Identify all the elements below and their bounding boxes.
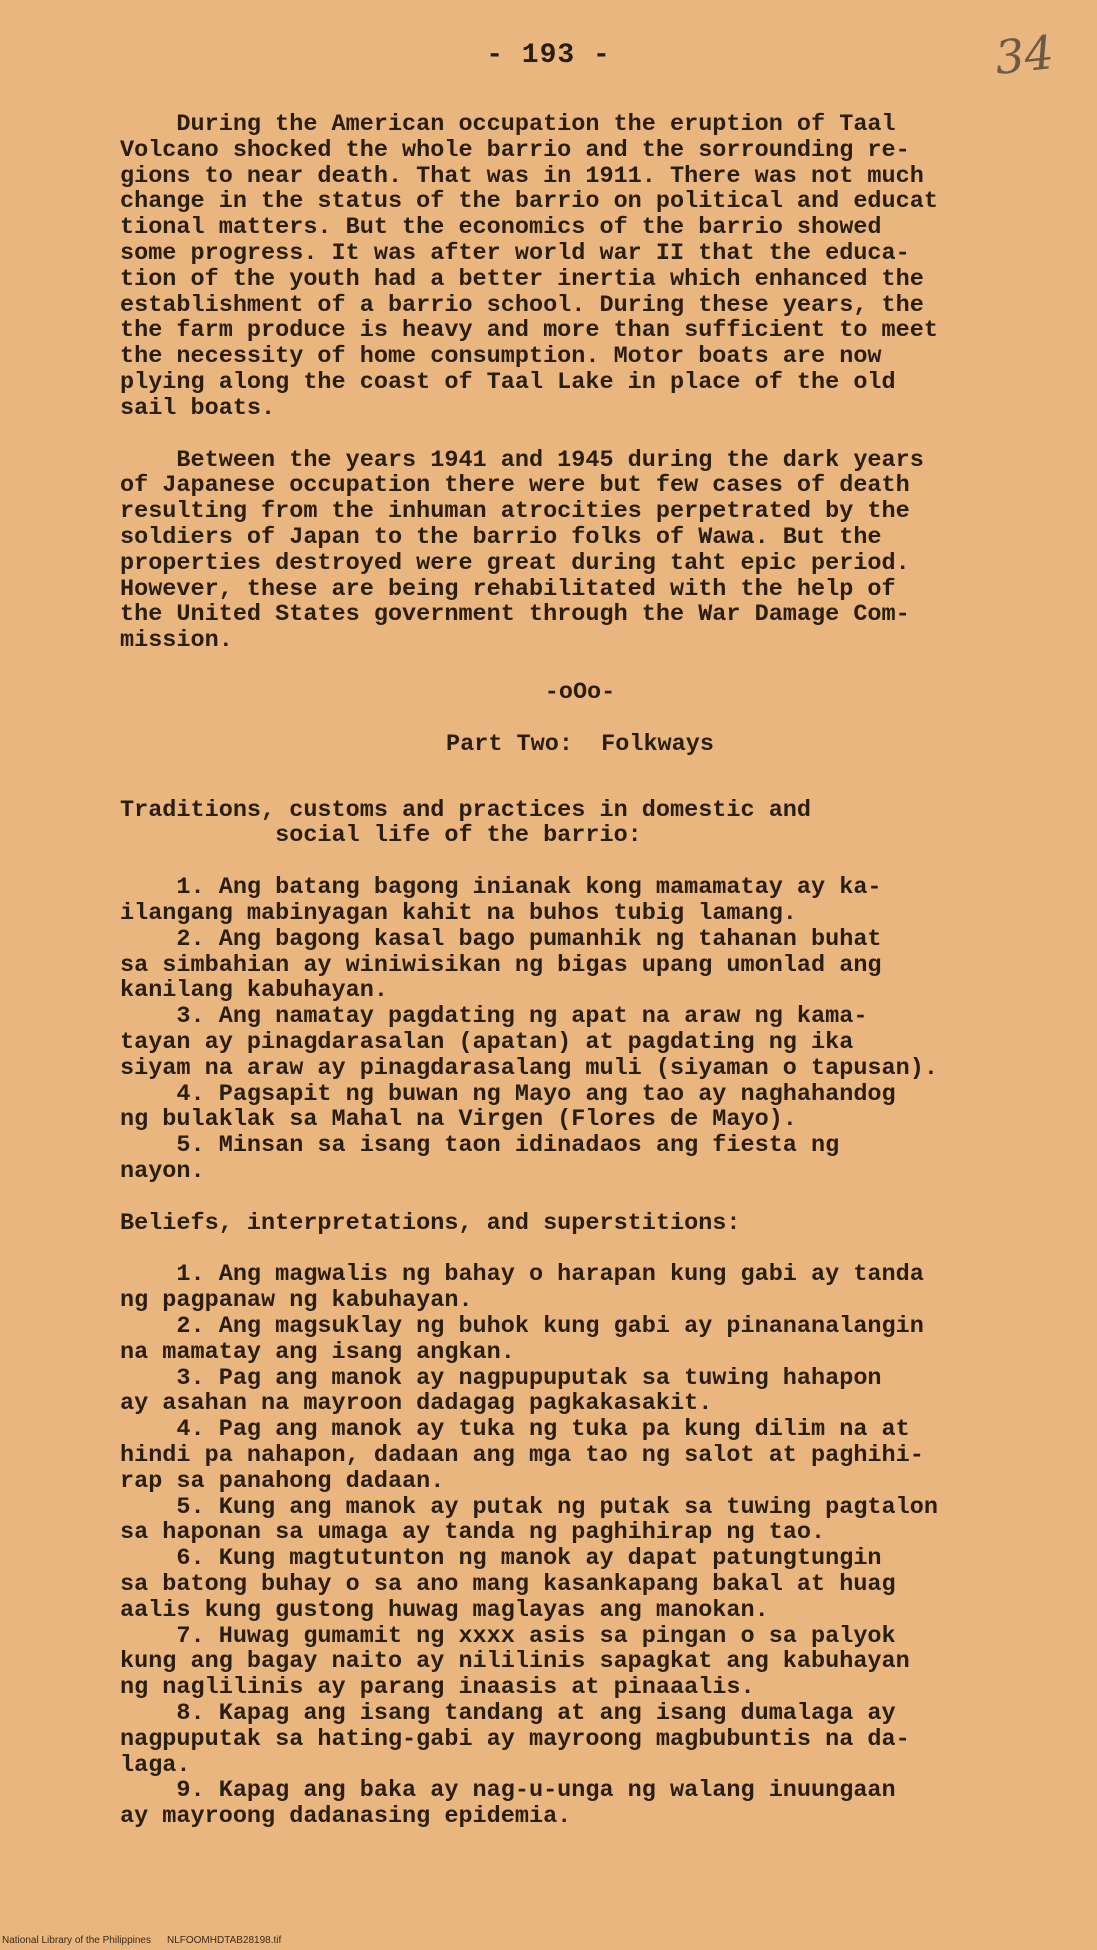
text-line: resulting from the inhuman atrocities perpetrated by the: [120, 498, 910, 526]
page-number: - 193 -: [486, 40, 611, 71]
paragraph-japanese-occupation: [120, 448, 1040, 654]
text-line: establishment of a barrio school. During these years, the: [120, 291, 924, 319]
list-item-line: 4. Pag ang manok ay tuka ng tuka pa kung dilim na at: [120, 1416, 910, 1444]
beliefs-heading: Beliefs, interpretations, and superstitions:: [120, 1209, 741, 1237]
list-item-line: hindi pa nahapon, dadaan ang mga tao ng salot at paghihi-: [120, 1442, 924, 1470]
list-item-line: 4. Pagsapit ng buwan ng Mayo ang tao ay naghahandog: [120, 1080, 896, 1108]
list-item-line: ay mayroong dadanasing epidemia.: [120, 1803, 572, 1831]
list-item-line: 2. Ang bagong kasal bago pumanhik ng tahanan buhat: [120, 925, 882, 953]
text-line: the farm produce is heavy and more than sufficient to meet: [120, 317, 938, 345]
text-line: sail boats.: [120, 394, 276, 422]
heading-line: Traditions, customs and practices in domestic and: [120, 796, 812, 824]
list-item-line: rap sa panahong dadaan.: [120, 1467, 445, 1495]
heading-line: social life of the barrio:: [120, 822, 642, 850]
text-line: Volcano shocked the whole barrio and the sorrounding re-: [120, 136, 910, 164]
text-line: gions to near death. That was in 1911. There was not much: [120, 162, 924, 190]
text-line: the United States government through the War Damage Com-: [120, 601, 910, 629]
document-body: [120, 112, 1040, 1830]
text-line: mission.: [120, 627, 233, 655]
list-item-line: aalis kung gustong huwag maglayas ang manokan.: [120, 1596, 769, 1624]
list-item-line: laga.: [120, 1751, 191, 1779]
list-item-line: ng naglilinis ay parang inaasis at pinaaalis.: [120, 1674, 755, 1702]
list-item-line: sa simbahian ay winiwisikan ng bigas upang umonlad ang: [120, 951, 882, 979]
list-item-line: 5. Kung ang manok ay putak ng putak sa tuwing pagtalon: [120, 1493, 938, 1521]
paragraph-american-occupation: [120, 112, 1040, 422]
list-item-line: sa batong buhay o sa ano mang kasankapang bakal at huag: [120, 1571, 896, 1599]
text-line: change in the status of the barrio on political and educat: [120, 188, 938, 216]
text-line: of Japanese occupation there were but few cases of death: [120, 472, 910, 500]
section-separator: -oOo-: [544, 678, 616, 706]
text-line: tion of the youth had a better inertia which enhanced the: [120, 265, 924, 293]
list-item-line: na mamatay ang isang angkan.: [120, 1338, 515, 1366]
list-item-line: 1. Ang batang bagong inianak kong mamamatay ay ka-: [120, 874, 882, 902]
text-line: During the American occupation the eruption of Taal: [120, 111, 896, 138]
archive-footer: [2, 1935, 297, 1946]
list-item-line: ay asahan na mayroon dadagag pagkakasakit.: [120, 1390, 713, 1418]
text-line: tional matters. But the economics of the barrio showed: [120, 214, 882, 242]
list-item-line: 5. Minsan sa isang taon idinadaos ang fiesta ng: [120, 1132, 840, 1160]
list-item-line: 1. Ang magwalis ng bahay o harapan kung gabi ay tanda: [120, 1261, 924, 1289]
list-item-line: kanilang kabuhayan.: [120, 977, 388, 1005]
handwritten-page-mark: 34: [992, 25, 1057, 85]
list-item-line: ng pagpanaw ng kabuhayan.: [120, 1287, 473, 1315]
text-line: properties destroyed were great during taht epic period.: [120, 549, 910, 577]
text-line: plying along the coast of Taal Lake in place of the old: [120, 368, 896, 396]
list-item-line: nayon.: [120, 1157, 205, 1185]
list-item-line: kung ang bagay naito ay nililinis sapagkat ang kabuhayan: [120, 1648, 910, 1676]
list-item-line: sa haponan sa umaga ay tanda ng paghihirap ng tao.: [120, 1519, 826, 1547]
footer-filename: NLFOOMHDTAB28198.tif: [166, 1935, 282, 1946]
list-item-line: ilangang mabinyagan kahit na buhos tubig lamang.: [120, 899, 797, 927]
list-item-line: ng bulaklak sa Mahal na Virgen (Flores de Mayo).: [120, 1106, 797, 1134]
list-item-line: 3. Pag ang manok ay nagpupuputak sa tuwing hahapon: [120, 1364, 882, 1392]
text-line: Between the years 1941 and 1945 during the dark years: [120, 446, 924, 474]
list-item-line: 8. Kapag ang isang tandang at ang isang dumalaga ay: [120, 1700, 896, 1728]
beliefs-list: [120, 1262, 1040, 1830]
part-title: Part Two: Folkways: [446, 730, 714, 758]
list-item-line: 9. Kapag ang baka ay nag-u-unga ng walang inuungaan: [120, 1777, 896, 1805]
text-line: soldiers of Japan to the barrio folks of Wawa. But the: [120, 523, 882, 551]
list-item-line: 6. Kung magtutunton ng manok ay dapat patungtungin: [120, 1545, 882, 1573]
text-line: some progress. It was after world war II that the educa-: [120, 239, 910, 267]
list-item-line: siyam na araw ay pinagdarasalang muli (siyaman o tapusan).: [120, 1054, 938, 1082]
list-item-line: 2. Ang magsuklay ng buhok kung gabi ay pinananalangin: [120, 1313, 924, 1341]
footer-library: National Library of the Philippines: [2, 1935, 151, 1946]
list-item-line: tayan ay pinagdarasalan (apatan) at pagdating ng ika: [120, 1028, 854, 1056]
list-item-line: 7. Huwag gumamit ng xxxx asis sa pingan o sa palyok: [120, 1622, 896, 1650]
traditions-list: [120, 875, 1040, 1185]
traditions-heading: [120, 798, 1040, 850]
text-line: However, these are being rehabilitated with the help of: [120, 575, 896, 603]
list-item-line: 3. Ang namatay pagdating ng apat na araw ng kama-: [120, 1003, 868, 1031]
text-line: the necessity of home consumption. Motor boats are now: [120, 343, 882, 371]
list-item-line: nagpuputak sa hating-gabi ay mayroong magbubuntis na da-: [120, 1725, 910, 1753]
